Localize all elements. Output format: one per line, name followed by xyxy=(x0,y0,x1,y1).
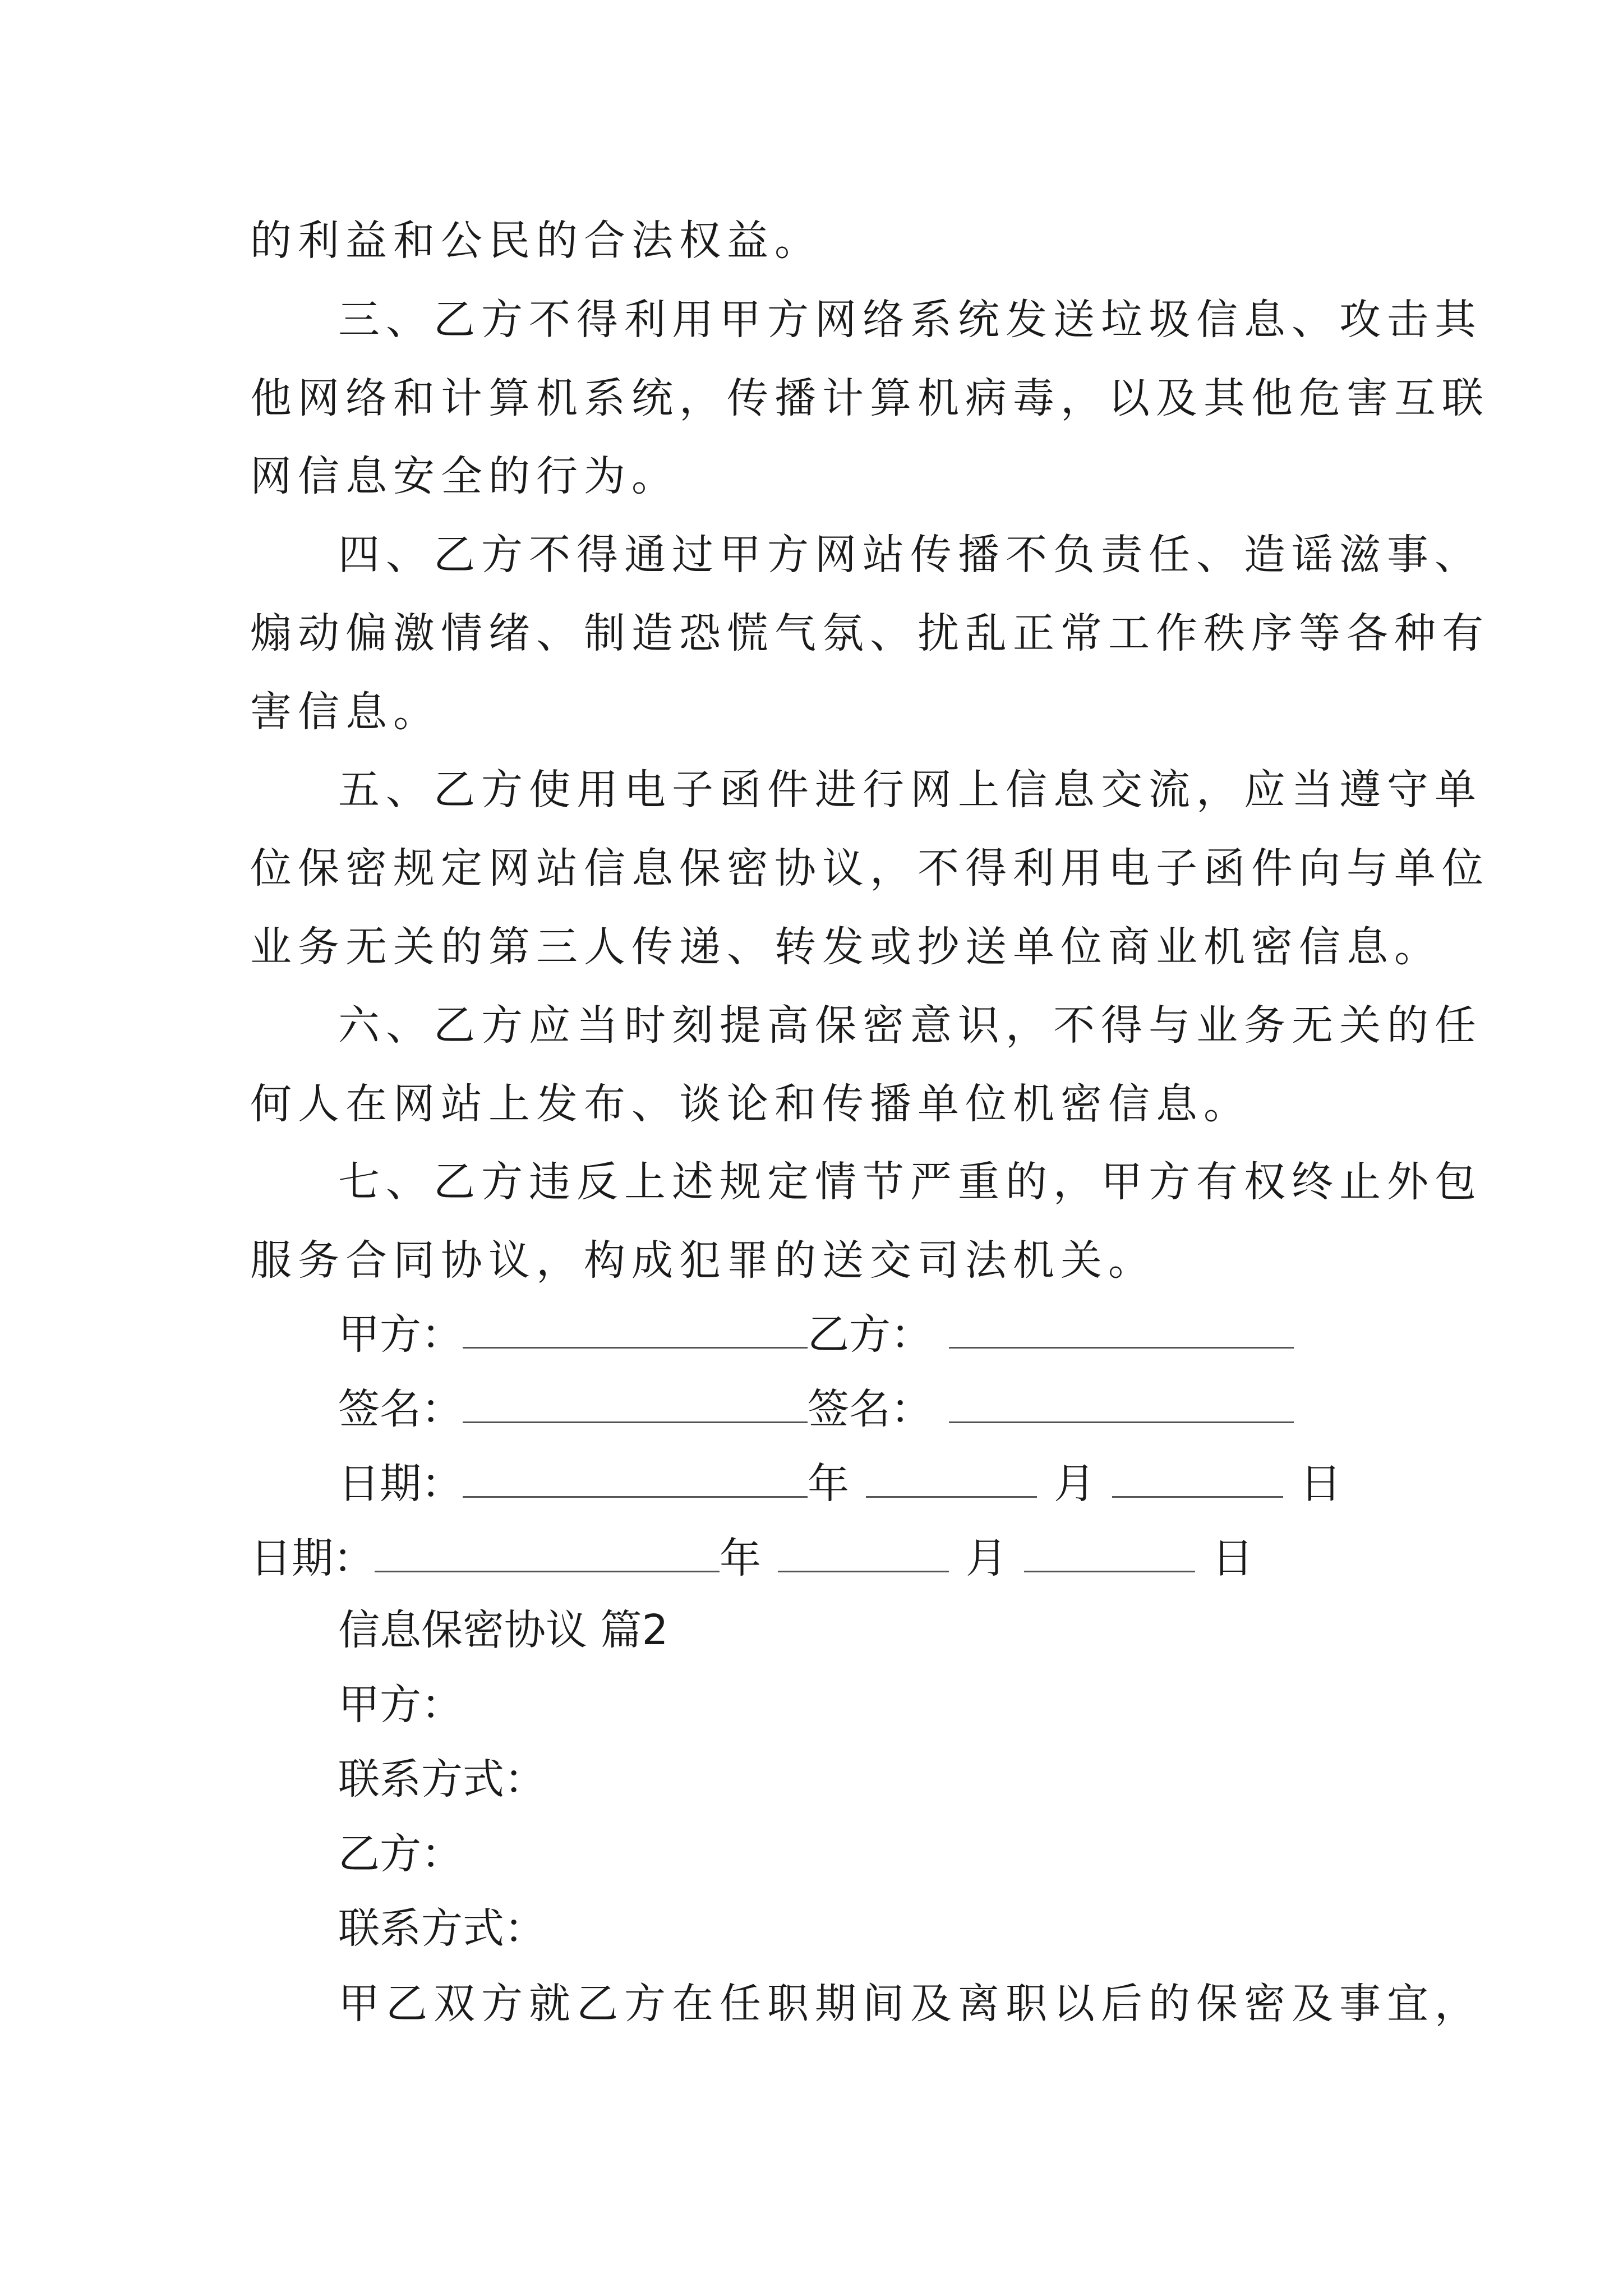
date-label-a: 日期： xyxy=(338,1460,463,1508)
date-b-month-blank xyxy=(778,1529,949,1572)
party-a-line: 甲方： xyxy=(338,1681,463,1729)
party-a-label: 甲方： xyxy=(338,1310,463,1359)
paragraph-line: 四、乙方不得通过甲方网站传播不负责任、造谣滋事、 xyxy=(338,531,1482,579)
sign-b-blank xyxy=(949,1380,1294,1423)
paragraph-line: 服务合同协议，构成犯罪的送交司法机关。 xyxy=(250,1236,1156,1285)
paragraph-line: 煽动偏激情绪、制造恐慌气氛、扰乱正常工作秩序等各种有 xyxy=(250,609,1490,657)
paragraph-line: 位保密规定网站信息保密协议，不得利用电子函件向与单位 xyxy=(250,844,1490,892)
signature-row-date-a xyxy=(338,1455,1341,1512)
paragraph-line: 害信息。 xyxy=(250,688,441,736)
contact-a-line: 联系方式： xyxy=(338,1755,546,1803)
section-title: 信息保密协议 篇2 xyxy=(338,1606,668,1654)
paragraph-line: 网信息安全的行为。 xyxy=(250,452,679,500)
paragraph-line: 三、乙方不得利用甲方网络系统发送垃圾信息、攻击其 xyxy=(338,296,1482,344)
month-label: 月 xyxy=(966,1534,1007,1582)
date-b-day-blank xyxy=(1024,1529,1195,1572)
paragraph-line: 甲乙双方就乙方在任职期间及离职以后的保密及事宜， xyxy=(338,1980,1482,2028)
paragraph-line: 六、乙方应当时刻提高保密意识，不得与业务无关的任 xyxy=(338,1001,1482,1050)
month-label: 月 xyxy=(1054,1460,1095,1508)
paragraph-line: 何人在网站上发布、谈论和传播单位机密信息。 xyxy=(250,1080,1251,1128)
date-b-year-blank xyxy=(375,1529,720,1572)
signature-row-parties xyxy=(338,1305,1294,1363)
contact-b-line: 联系方式： xyxy=(338,1904,546,1953)
paragraph-line: 的利益和公民的合法权益。 xyxy=(250,217,822,265)
year-label: 年 xyxy=(808,1460,849,1508)
year-label: 年 xyxy=(720,1534,761,1582)
paragraph-line: 业务无关的第三人传递、转发或抄送单位商业机密信息。 xyxy=(250,923,1442,971)
signature-row-date-b xyxy=(250,1529,1253,1586)
day-label: 日 xyxy=(1212,1534,1253,1582)
party-b-label: 乙方： xyxy=(808,1310,932,1359)
paragraph-line: 五、乙方使用电子函件进行网上信息交流，应当遵守单 xyxy=(338,766,1482,814)
date-a-day-blank xyxy=(1112,1455,1283,1498)
date-a-month-blank xyxy=(866,1455,1037,1498)
sign-label-a: 签名： xyxy=(338,1385,463,1433)
date-a-year-blank xyxy=(463,1455,808,1498)
sign-label-b: 签名： xyxy=(808,1385,932,1433)
paragraph-line: 七、乙方违反上述规定情节严重的，甲方有权终止外包 xyxy=(338,1158,1482,1206)
paragraph-line: 他网络和计算机系统，传播计算机病毒，以及其他危害互联 xyxy=(250,374,1490,422)
party-b-blank xyxy=(949,1305,1294,1349)
sign-a-blank xyxy=(463,1380,808,1423)
signature-row-sign xyxy=(338,1380,1294,1437)
party-a-blank xyxy=(463,1305,808,1349)
day-label: 日 xyxy=(1300,1460,1341,1508)
party-b-line: 乙方： xyxy=(338,1830,463,1878)
date-label-b: 日期： xyxy=(250,1534,375,1582)
